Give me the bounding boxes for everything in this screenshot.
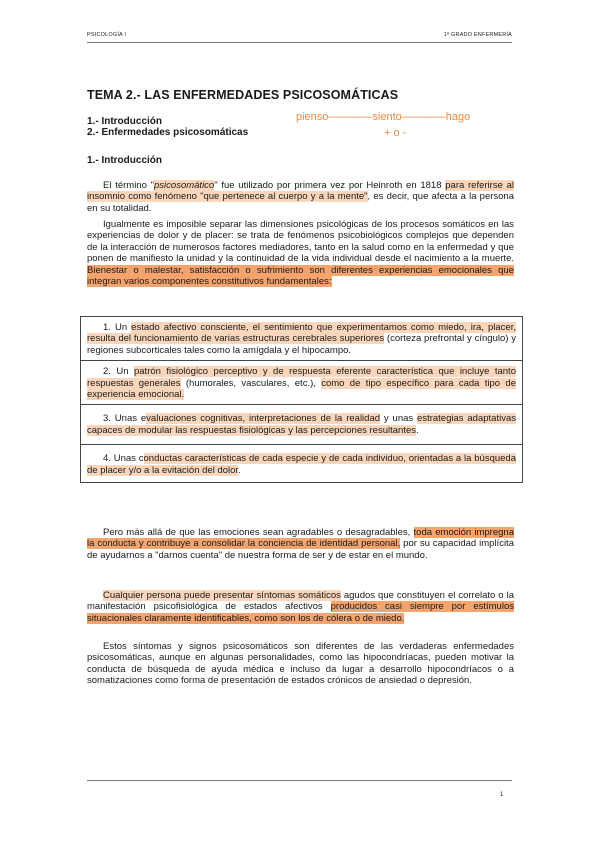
page-number: 1 <box>500 792 504 798</box>
text-run: (corteza prefrontal y cíngulo) y regiones subcorticales tales como la amígdala y el hipocampo. <box>87 333 516 356</box>
handwritten-note-line2: + o - <box>384 127 407 139</box>
text-run: . <box>238 464 241 476</box>
toc-item: 1.- Introducción <box>87 116 162 127</box>
highlighted-text: Cualquier persona puede presentar síntomas somáticos <box>103 590 341 601</box>
text-run: 4. Unas c <box>103 453 144 465</box>
highlighted-text: patrón fisiológico perceptivo y de respuesta eferente característica que incluye tanto respuestas generales <box>87 366 516 389</box>
highlighted-text: para referirse al insomnio como fenómeno "que pertenece al cuerpo y a la mente" <box>87 180 515 203</box>
header-degree: 1º GRADO ENFERMERÍA <box>443 32 512 38</box>
page-header <box>87 32 512 38</box>
paragraph-emotion <box>87 527 514 561</box>
document-title: TEMA 2.- LAS ENFERMEDADES PSICOSOMÁTICAS <box>87 88 399 102</box>
highlighted-text: estado afectivo consciente, el sentimiento que experimentamos como miedo, ira, placer, resulta del funcionamiento de varias estructuras cerebrales superiores <box>87 322 516 345</box>
paragraph-intro <box>87 180 514 214</box>
header-course: PSICOLOGÍA I <box>87 32 127 38</box>
text-run: Igualmente es imposible separar las dimensiones psicológicas de los procesos somáticos en las experiencias de dolor y de placer: se trata de fenómenos psicobiológicos complejos que dependen de la interacción de numerosos factores mediadores, tanto en la salud como en la enfermedad y que ponen de manifiesto la unidad y la continuidad de la vida individual desde el nacimiento a la muerte. <box>87 219 514 265</box>
paragraph-psychosomatic <box>87 641 514 687</box>
text-run: , es decir, que afecta a la persona en su totalidad. <box>87 191 514 214</box>
toc-item: 2.- Enfermedades psicosomáticas <box>87 127 249 138</box>
text-run: 3. Unas e <box>103 413 147 425</box>
highlighted-text: Bienestar o malestar, satisfacción o sufrimiento son diferentes experiencias emocionales que integran varios componentes constitutivos fundamentales: <box>87 264 514 288</box>
header-divider <box>87 42 512 43</box>
text-run: 2. Un <box>103 366 134 378</box>
component-4 <box>81 445 522 482</box>
component-1 <box>81 317 522 360</box>
highlighted-text: valuaciones cognitivas, interpretaciones de la realidad <box>146 413 381 425</box>
text-run: El término " <box>103 180 155 191</box>
text-run: Estos síntomas y signos psicosomáticos son diferentes de las verdaderas enfermedades psicosomáticas, aunque en algunas personalidades, como las hipocondríacas, pueden motivar la conducta de búsqueda de ayuda médica e incluso da lugar a desarrollo hipocondríacos o a somatizaciones como forma de presentación de estados crónicos de ansiedad o depresión. <box>87 641 514 687</box>
text-run: y unas <box>380 413 418 425</box>
table-of-contents <box>87 116 248 138</box>
footer-divider <box>87 780 512 781</box>
component-2 <box>81 361 522 404</box>
section-heading: 1.- Introducción <box>87 155 162 166</box>
text-run: agudos que constituyen el correlato o la manifestación psicofisiológica de estados afectivos <box>87 590 514 613</box>
text-run: " fue utilizado por primera vez por Heinroth en 1818 <box>214 180 446 191</box>
highlighted-text: estrategias adaptativas capaces de modular las respuestas fisiológicas y las percepciones resultantes <box>87 413 516 436</box>
component-3 <box>81 405 522 444</box>
handwritten-note-line1: pienso————siento————hago <box>296 111 471 123</box>
text-run: por su capacidad implícita de ayudarnos a "darnos cuenta" de nuestra forma de ser y de estar en el mundo. <box>87 538 514 561</box>
paragraph-symptoms <box>87 590 514 624</box>
text-run: Pero más allá de que las emociones sean agradables o desagradables, <box>103 527 414 538</box>
highlighted-text: como de tipo específico para cada tipo de experiencia emocional. <box>87 377 516 401</box>
text-run: . <box>415 424 419 436</box>
paragraph-dimensions <box>87 219 514 287</box>
text-run: (humorales, vasculares, etc.), <box>180 377 322 389</box>
highlighted-term: psicosomático <box>154 180 215 191</box>
text-run: 1. Un <box>103 322 132 333</box>
components-box <box>80 316 523 483</box>
highlighted-text: toda emoción impregna la conducta y contribuye a consolidar la conciencia de identidad personal, <box>87 527 514 550</box>
highlighted-text: onductas características de cada especie y de cada individuo, orientadas a la búsqueda de placer y/o a la evitación del dolor <box>87 453 516 476</box>
highlighted-text: producidos casi siempre por estímulos situacionales claramente identificables, como son los de cólera o de miedo. <box>87 601 514 624</box>
